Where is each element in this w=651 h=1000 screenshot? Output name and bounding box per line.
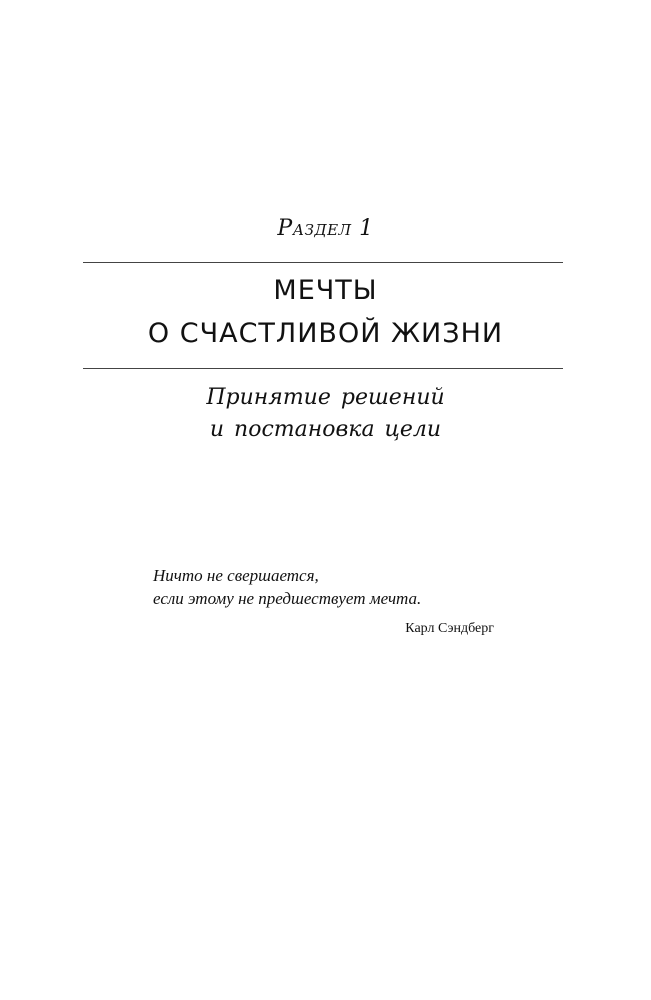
- chapter-title-line-2: О СЧАСТЛИВОЙ ЖИЗНИ: [147, 318, 504, 349]
- chapter-title-line-1: МЕЧТЫ: [273, 275, 378, 306]
- epigraph-author: Карл Сэндберг: [405, 621, 494, 636]
- chapter-subtitle-line-1: Принятие решений: [206, 385, 445, 410]
- epigraph-line-2: если этому не предшествует мечта.: [153, 589, 422, 608]
- top-divider: [83, 262, 563, 263]
- bottom-divider: [83, 368, 563, 369]
- section-label: Раздел 1: [277, 216, 374, 241]
- epigraph-line-1: Ничто не свершается,: [153, 566, 319, 585]
- chapter-subtitle-line-2: и постановка цели: [209, 417, 442, 442]
